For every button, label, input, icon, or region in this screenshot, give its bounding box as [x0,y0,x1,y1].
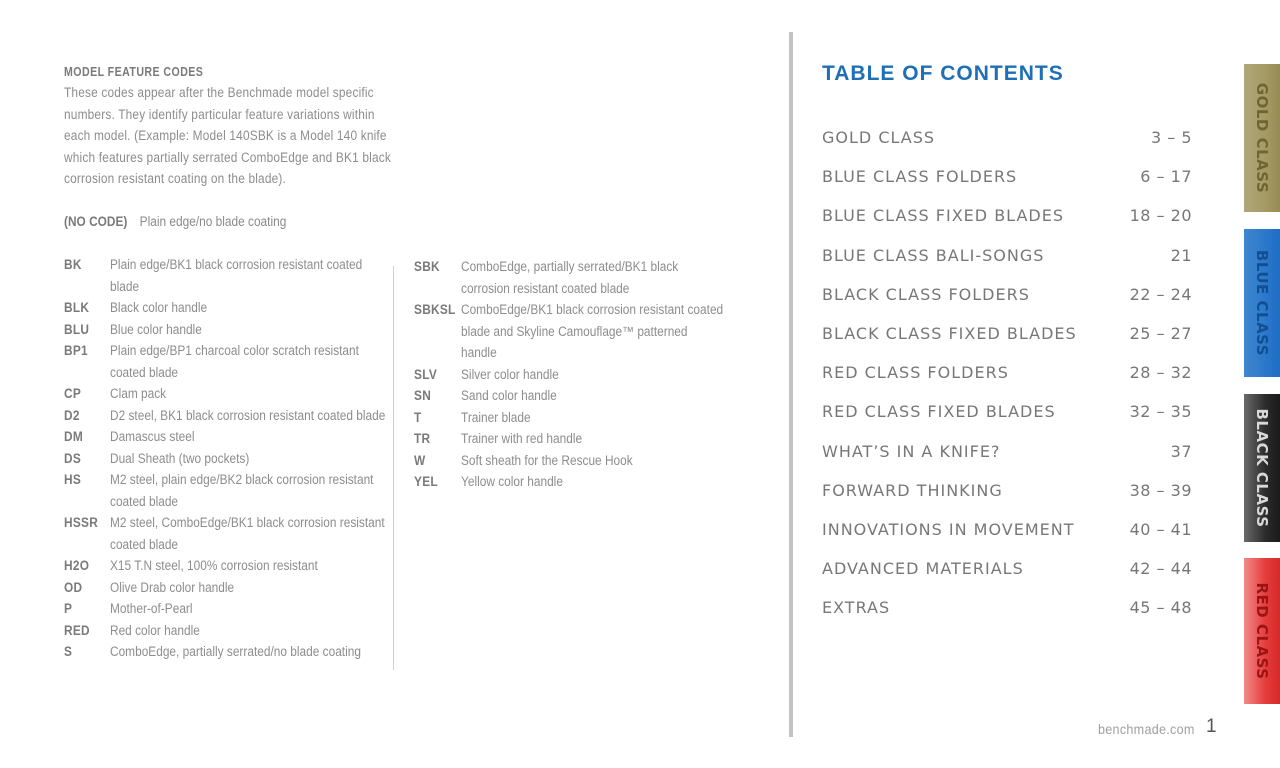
toc-entry-red-class-folders[interactable] [822,363,1192,402]
code-row [64,641,394,663]
toc-entry-label: RED CLASS FIXED BLADES [822,402,1056,422]
page-gutter-divider [789,32,793,737]
code-row [414,471,744,493]
toc-entry-label: ADVANCED MATERIALS [822,559,1024,579]
toc-entry-pages: 21 [1170,245,1192,265]
toc-entry-gold-class[interactable] [822,128,1192,167]
code-description: Blue color handle [110,321,202,337]
toc-entry-label: FORWARD THINKING [822,480,1003,500]
code-row [414,407,744,429]
code-label: CP [64,386,82,401]
code-label: HSSR [64,515,99,530]
code-row [64,383,394,405]
toc-entry-blue-class-bali-songs[interactable] [822,246,1192,285]
code-description: ComboEdge, partially serrated/BK1 black corrosion resistant coated blade [461,259,679,296]
code-row [64,448,394,470]
toc-entry-label: GOLD CLASS [822,128,936,147]
code-description: Silver color handle [461,366,559,382]
code-description: Plain edge/BP1 charcoal color scratch resistant coated blade [110,343,359,380]
toc-entry-label: INNOVATIONS IN MOVEMENT [822,519,1075,539]
code-row [64,598,394,620]
code-row [64,469,394,512]
code-label: H2O [64,558,90,573]
code-description: Trainer with red handle [461,431,583,446]
toc-entry-pages: 25 – 27 [1129,323,1192,343]
code-row [64,426,394,448]
toc-entry-label: RED CLASS FOLDERS [822,363,1009,383]
code-label: DM [64,429,84,444]
toc-entry-red-class-fixed-blades[interactable] [822,402,1192,441]
toc-entry-pages: 3 – 5 [1150,128,1192,147]
codes-column-1 [64,254,394,663]
toc-entry-label: BLACK CLASS FOLDERS [822,284,1030,304]
intro-paragraph: These codes appear after the Benchmade model specific numbers. They identify particular feature variations within each model. (Example: Model 140SBK is a Model 140 knife which features partially serrated ComboEdge and BK1 black corrosion resistant coating on the blade). [64,85,392,186]
footer-website: benchmade.com [1098,721,1195,737]
code-row [64,297,394,319]
code-row [64,555,394,577]
toc-entry-label: BLUE CLASS BALI-SONGS [822,245,1045,265]
code-description: Clam pack [110,386,167,401]
feature-codes-intro [64,62,804,232]
toc-entry-pages: 38 – 39 [1129,480,1192,500]
tab-label: BLUE CLASS [1253,249,1271,357]
codes-column-2 [414,256,744,493]
toc-title: TABLE OF CONTENTS [822,62,1064,85]
code-description: Sand color handle [461,388,557,403]
code-row [64,620,394,642]
code-label: D2 [64,407,80,423]
code-row [64,254,394,297]
code-label: BLK [64,300,90,315]
toc-entry-extras[interactable] [822,598,1192,637]
code-description: ComboEdge, partially serrated/no blade coating [110,644,361,659]
toc-entry-label: BLACK CLASS FIXED BLADES [822,323,1077,343]
toc-entry-pages: 6 – 17 [1140,167,1192,187]
code-label: T [414,409,422,425]
code-row [64,405,394,427]
code-description: D2 steel, BK1 black corrosion resistant coated blade [110,407,386,423]
toc-entry-label: BLUE CLASS FOLDERS [822,167,1018,187]
code-description: Dual Sheath (two pockets) [110,450,250,466]
code-description: Mother-of-Pearl [110,601,193,616]
no-code-entry [64,211,715,233]
toc-entry-black-class-fixed-blades[interactable] [822,324,1192,363]
toc-entry-forward-thinking[interactable] [822,481,1192,520]
toc-entry-label: WHAT’S IN A KNIFE? [822,441,1001,461]
code-description: Damascus steel [110,429,195,444]
code-label: HS [64,472,82,487]
toc-entry-pages: 45 – 48 [1129,598,1192,618]
toc-entry-pages: 18 – 20 [1129,206,1192,226]
code-label: S [64,644,73,659]
toc-entry-blue-class-folders[interactable] [822,167,1192,206]
code-description: X15 T.N steel, 100% corrosion resistant [110,558,318,573]
section-title: MODEL FEATURE CODES [64,65,204,79]
toc-entry-label: EXTRAS [822,598,891,618]
code-description: M2 steel, ComboEdge/BK1 black corrosion resistant coated blade [110,515,385,552]
tab-blue-class[interactable] [1244,229,1280,377]
code-label: DS [64,450,82,466]
toc-entry-advanced-materials[interactable] [822,559,1192,598]
toc-entry-blue-class-fixed-blades[interactable] [822,206,1192,245]
tab-black-class[interactable] [1244,394,1280,542]
code-row [64,577,394,599]
code-row [414,428,744,450]
code-label: YEL [414,474,438,489]
code-description: M2 steel, plain edge/BK2 black corrosion resistant coated blade [110,472,374,509]
toc-entry-pages: 42 – 44 [1129,559,1192,579]
code-label: SLV [414,366,438,382]
toc-entry-label: BLUE CLASS FIXED BLADES [822,206,1064,226]
code-label: BP1 [64,343,88,358]
code-label: P [64,601,73,616]
code-description: Trainer blade [461,409,531,425]
code-row [64,319,394,341]
column-divider [393,266,394,670]
tab-gold-class[interactable] [1244,64,1280,212]
code-label: SN [414,388,432,403]
toc-entry-pages: 28 – 32 [1129,363,1192,383]
code-label: (NO CODE) [64,213,128,229]
code-row [64,340,394,383]
toc-entry-pages: 22 – 24 [1129,284,1192,304]
code-description: Olive Drab color handle [110,579,235,595]
code-row [414,385,744,407]
code-description: Yellow color handle [461,474,563,489]
code-description: ComboEdge/BK1 black corrosion resistant coated blade and Skyline Camouflage™ patterned handle [461,302,724,360]
code-row [414,450,744,472]
code-row [414,299,744,364]
code-label: RED [64,622,90,638]
code-row [64,512,394,555]
code-description: Plain edge/BK1 black corrosion resistant coated blade [110,257,363,294]
tab-label: RED CLASS [1253,582,1271,680]
code-label: TR [414,431,431,446]
toc-entry-whats-in-a-knife[interactable] [822,442,1192,481]
code-description: Plain edge/no blade coating [139,213,287,229]
toc-entry-innovations-in-movement[interactable] [822,520,1192,559]
table-of-contents [822,128,1192,637]
toc-entry-pages: 32 – 35 [1129,402,1192,422]
code-description: Black color handle [110,300,208,315]
code-row [414,364,744,386]
tab-red-class[interactable] [1244,558,1280,704]
code-description: Soft sheath for the Rescue Hook [461,452,633,468]
code-label: SBKSL [414,302,456,317]
tab-label: GOLD CLASS [1253,82,1271,194]
code-label: OD [64,579,83,595]
code-row [414,256,744,299]
tab-label: BLACK CLASS [1253,408,1271,528]
code-label: BLU [64,321,90,337]
code-description: Red color handle [110,622,200,638]
page-number: 1 [1206,716,1217,737]
toc-entry-black-class-folders[interactable] [822,285,1192,324]
toc-entry-pages: 37 [1170,441,1192,461]
code-label: SBK [414,259,440,274]
code-label: BK [64,257,82,272]
toc-entry-pages: 40 – 41 [1129,519,1192,539]
code-label: W [414,452,426,468]
